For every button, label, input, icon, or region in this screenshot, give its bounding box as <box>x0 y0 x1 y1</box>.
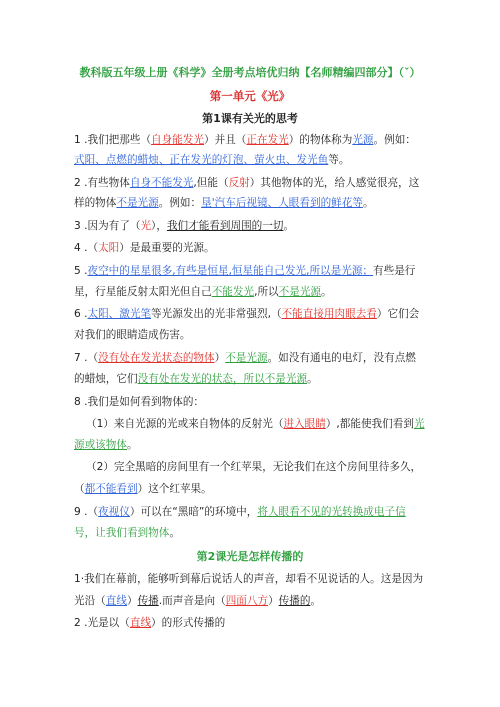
item-1-line-2: 式阳、点燃的蜡烛、正在发光的灯泡、萤火虫、发光鱼等。 <box>74 154 350 166</box>
lesson-2-title: 第2课光是怎样传播的 <box>196 550 304 563</box>
lesson-2-item-2-line-1: 2 .光是以（直线）的形式传播的 <box>74 617 226 629</box>
item-7-line-1: 7 .（没有处在发光状态的物体）不是光源。如没有通电的电灯，没有点燃 <box>74 352 416 364</box>
item-2-line-1: 2 .有些物体自身不能发光,但能（反射）其他物体的光，给人感觉很亮，这 <box>74 177 420 189</box>
item-4-line-1: 4 .（太阳）是最重要的光源。 <box>74 242 215 254</box>
item-5-line-2: 星，行星能反射太阳光但自己不能发光,所以不是光源。 <box>74 286 332 298</box>
lesson-2-item-1-line-1: 1·我们在幕前，能够听到幕后说话人的声音，却看不见说话的人。这是因为 <box>74 573 424 585</box>
item-9-line-1: 9 .（夜视仪）可以在“黑暗”的环境中，将人眼看不见的光转换成电子信 <box>74 506 406 518</box>
lesson-2-item-1-line-2: 光沿（直线）传播.而声音是向（四面八方）传播的。 <box>74 595 322 607</box>
unit-title: 第一单元《光》 <box>209 89 291 103</box>
item-8-sub-1-line-1: （1）来自光源的光或来自物体的反射光（进入眼睛）,都能使我们看到光 <box>86 418 425 430</box>
item-6-line-2: 对我们的眼睛造成伤害。 <box>74 329 191 341</box>
item-8-sub-2-line-2: （都不能看到）这个红苹果。 <box>74 483 212 495</box>
item-8-sub-2-line-1: （2）完全黑暗的房间里有一个红苹果，无论我们在这个房间里待多久， <box>86 461 422 473</box>
item-5-line-1: 5 .夜空中的星星很多,有些是恒星,恒星能自己发光,所以是光源；有些是行 <box>74 265 416 277</box>
document-title: 教科版五年级上册《科学》全册考点培优归纳【名师精编四部分】（ˇ） <box>79 66 421 79</box>
item-6-line-1: 6 .太阳、激光笔等光源发出的光非常强烈,（不能直接用肉眼去看）它们会 <box>74 308 420 320</box>
item-8-sub-1-line-2: 源或该物体。 <box>74 439 138 451</box>
item-9-line-2: 号，让我们看到物体。 <box>74 527 180 539</box>
item-8-line-1: 8 .我们是如何看到物体的： <box>74 396 205 408</box>
item-2-line-2: 样的物体不是光源。例如：垦'汽车后视镜、人眼看到的鲜花等。 <box>74 197 374 209</box>
item-1-line-1: 1 .我们把那些（自身能发光）并且（正在发光）的物体称为光源。例如： <box>74 134 416 146</box>
item-7-line-2: 的蜡烛，它们没有处在发光的状态，所以不是光源。 <box>74 373 318 385</box>
item-3-line-1: 3 .因为有了（光），我们才能看到周围的一切。 <box>74 220 295 232</box>
lesson-1-title: 第1课有关光的思考 <box>202 112 298 125</box>
